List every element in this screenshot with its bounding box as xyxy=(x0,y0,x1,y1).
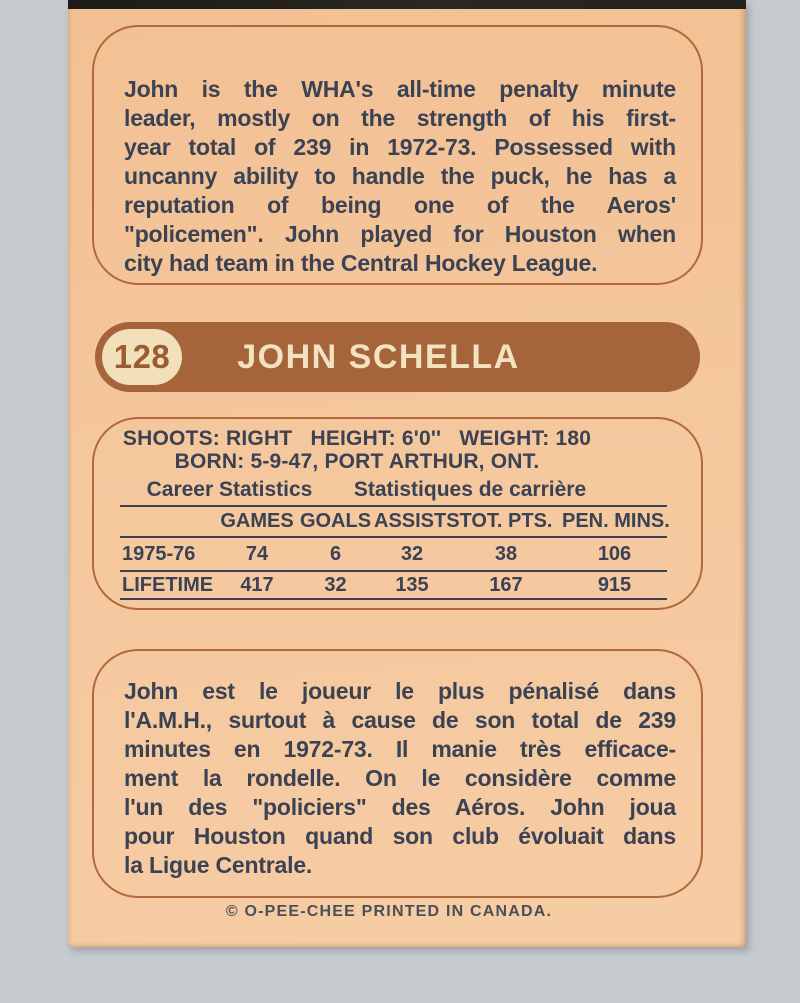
bio-english-text xyxy=(124,75,676,278)
bio-en-line: John is the WHA's all-time penalty minute xyxy=(124,76,676,102)
bio-french-box xyxy=(92,649,703,898)
career-stats-heading xyxy=(120,478,667,504)
stats-row-lifetime xyxy=(120,572,667,600)
bio-en-line: year total of 239 in 1972-73. Possessed with xyxy=(124,134,676,160)
bio-en-line: uncanny ability to handle the puck, he has a xyxy=(124,163,676,189)
bio-english-box xyxy=(92,25,703,285)
goals-value: 6 xyxy=(329,543,342,565)
bio-fr-line: ment la rondelle. On le considère comme xyxy=(124,765,676,791)
bio-en-line: "policemen". John played for Houston when xyxy=(124,221,676,247)
games-value: 74 xyxy=(245,543,269,565)
assists-value: 32 xyxy=(400,543,424,565)
vitals-block xyxy=(98,427,616,473)
weight-value: WEIGHT: 180 xyxy=(459,427,592,450)
row-label: LIFETIME xyxy=(122,574,214,596)
bio-fr-line: minutes en 1972-73. Il manie très efficace- xyxy=(124,736,676,762)
header-penalty-minutes: PEN. MINS. xyxy=(562,510,670,532)
header-goals: GOALS xyxy=(299,510,372,532)
bio-fr-line: l'un des "policiers" des Aéros. John joua xyxy=(124,794,676,820)
total-points-value: 167 xyxy=(489,574,523,596)
vitals-line-1 xyxy=(98,427,616,450)
name-banner xyxy=(95,322,700,392)
bio-french-text xyxy=(124,677,676,880)
bio-en-line: reputation of being one of the Aeros' xyxy=(124,192,676,218)
player-name: JOHN SCHELLA xyxy=(237,337,520,376)
goals-value: 32 xyxy=(324,574,347,596)
games-value: 417 xyxy=(240,574,274,596)
bio-fr-line: John est le joueur le plus pénalisé dans xyxy=(124,678,676,704)
penalty-minutes-value: 106 xyxy=(597,543,632,565)
total-points-value: 38 xyxy=(494,543,518,565)
stats-row-season xyxy=(120,538,667,572)
shoots-value: SHOOTS: RIGHT xyxy=(122,427,293,450)
card-number: 128 xyxy=(113,338,171,375)
penalty-minutes-value: 915 xyxy=(597,574,632,596)
born-line: BORN: 5-9-47, PORT ARTHUR, ONT. xyxy=(174,450,540,473)
career-stats-heading-en: Career Statistics xyxy=(146,478,313,501)
header-empty xyxy=(120,507,217,536)
header-total-points: TOT. PTS. xyxy=(459,510,553,532)
bio-fr-line: l'A.M.H., surtout à cause de son total de 239 xyxy=(124,707,676,733)
bio-en-line: leader, mostly on the strength of his first- xyxy=(124,105,676,131)
copyright-text: © O-PEE-CHEE PRINTED IN CANADA. xyxy=(225,903,553,920)
assists-value: 135 xyxy=(395,574,429,596)
bio-en-line: city had team in the Central Hockey League. xyxy=(124,250,598,276)
header-games: GAMES xyxy=(220,510,294,532)
stats-box xyxy=(92,417,703,610)
height-value: HEIGHT: 6'0'' xyxy=(310,427,442,450)
header-assists: ASSISTS xyxy=(374,510,460,532)
card-top-edge-shadow xyxy=(68,0,746,9)
career-stats-heading-fr: Statistiques de carrière xyxy=(353,478,587,501)
stats-table xyxy=(120,505,670,600)
bio-fr-line: la Ligue Centrale. xyxy=(124,852,313,878)
row-label: 1975-76 xyxy=(122,543,196,565)
hockey-card-back xyxy=(68,0,746,947)
bio-fr-line: pour Houston quand son club évoluait dans xyxy=(124,823,676,849)
stats-table-header-row xyxy=(120,507,670,538)
